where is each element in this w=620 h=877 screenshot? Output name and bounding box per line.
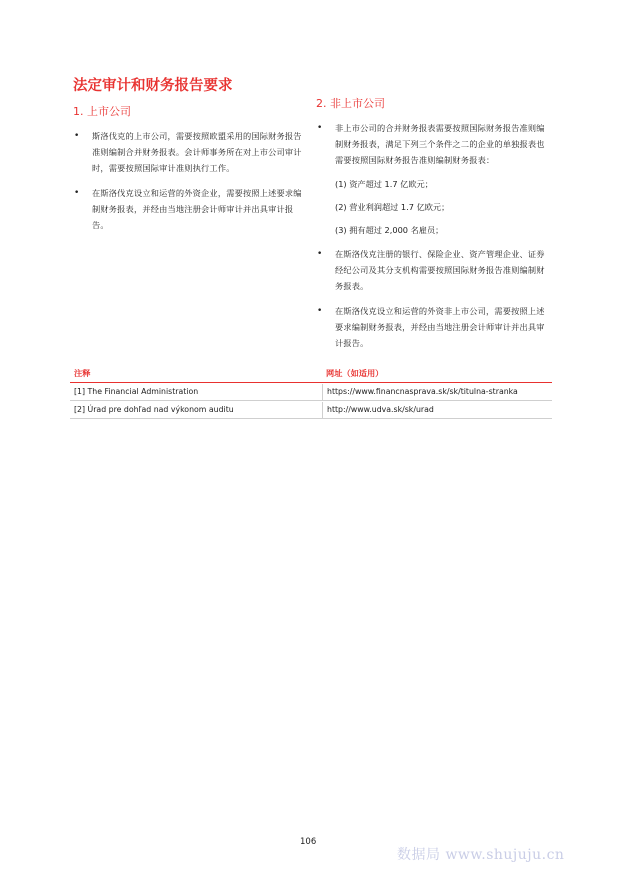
notes-table <box>70 368 552 419</box>
condition-3: (3) 拥有超过 2,000 名雇员； <box>335 225 444 235</box>
listed-companies-heading: 1. 上市公司 <box>73 105 131 118</box>
unlisted-companies-section <box>316 95 552 360</box>
url-cell[interactable]: https://www.financnasprava.sk/sk/titulna-stranka <box>327 387 518 396</box>
condition-1: (1) 资产超过 1.7 亿欧元； <box>335 179 433 189</box>
condition-2: (2) 营业利润超过 1.7 亿欧元； <box>335 202 450 212</box>
unlisted-companies-heading: 2. 非上市公司 <box>316 97 385 110</box>
table-row <box>70 401 552 419</box>
watermark: 数据局 www.shujuju.cn <box>397 847 565 863</box>
url-cell[interactable]: http://www.udva.sk/sk/urad <box>327 405 434 414</box>
notes-header-url: 网址（如适用） <box>326 368 384 378</box>
listed-bullet-1: • 斯洛伐克的上市公司，需要按照欧盟采用的国际财务报告准则编制合并财务报表。会计师事务所在对上市公司审计时，需要按照国际审计准则执行工作。 <box>73 128 308 176</box>
unlisted-bullet-2: • 在斯洛伐克注册的银行、保险企业、资产管理企业、证券经纪公司及其分支机构需要按照国际财务报告准则编制财务报表。 <box>316 246 552 294</box>
unlisted-bullet-1: • 非上市公司的合并财务报表需要按照国际财务报告准则编制财务报表，满足下列三个条件之二的企业的单独报表也需要按照国际财务报告准则编制财务报表： <box>316 120 552 168</box>
page-number: 106 <box>300 837 317 847</box>
unlisted-bullet-3: • 在斯洛伐克设立和运营的外资非上市公司，需要按照上述要求编制财务报表，并经由当地注册会计师审计并出具审计报告。 <box>316 303 552 351</box>
notes-header-row <box>70 368 552 383</box>
notes-header-note: 注释 <box>74 368 91 378</box>
listed-companies-section <box>73 103 308 242</box>
page-title: 法定审计和财务报告要求 <box>73 78 233 94</box>
table-row <box>70 383 552 401</box>
note-cell: [2] Úrad pre dohľad nad výkonom auditu <box>70 402 323 418</box>
listed-bullet-2: • 在斯洛伐克设立和运营的外资企业，需要按照上述要求编制财务报表，并经由当地注册会计师审计并出具审计报告。 <box>73 185 308 233</box>
note-cell: [1] The Financial Administration <box>70 384 323 400</box>
